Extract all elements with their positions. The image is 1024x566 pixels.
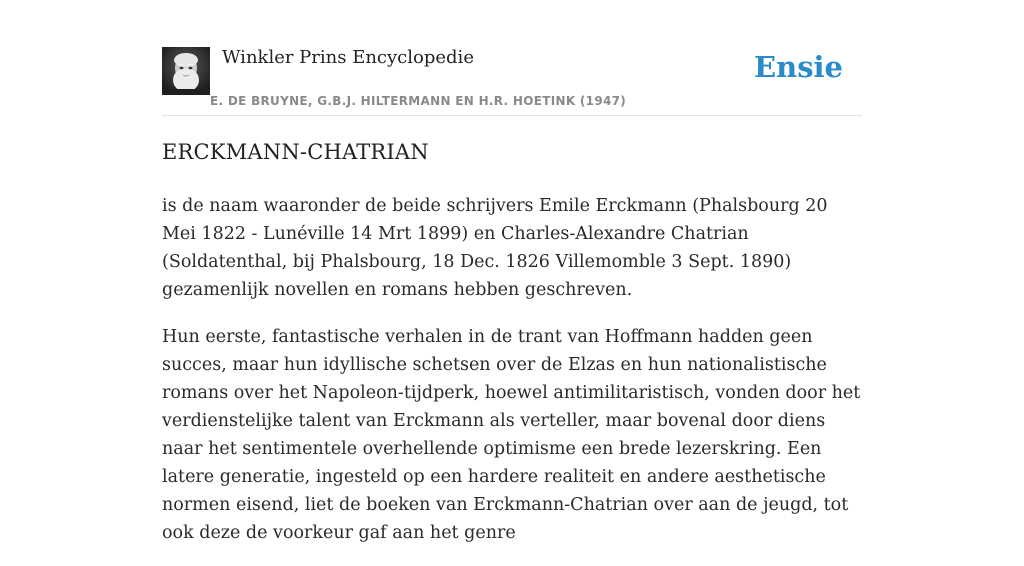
paragraph: Hun eerste, fantastische verhalen in de trant van Hoffmann hadden geen succes, maar hun idyllische schetsen over de Elzas en hun nationalistische romans over het Napoleon-tijdperk, hoewel antimilitaristisch, vonden door het verdienstelijke talent van Erckmann als verteller, maar bovenal door diens naar het sentimentele overhellende optimisme een brede lezerskring. Een latere generatie, ingesteld op een hardere realiteit en andere aesthetische normen eisend, liet de boeken van Erckmann-Chatrian over aan de jeugd, tot ook deze de voorkeur gaf aan het genre <box>162 327 861 543</box>
paragraph: is de naam waaronder de beide schrijvers Emile Erckmann (Phalsbourg 20 Mei 1822 - Lunéville 14 Mrt 1899) en Charles-Alexandre Chatrian (Soldatenthal, bij Phalsbourg, 18 Dec. 1826 Villemomble 3 Sept. 1890) gezamenlijk novellen en romans hebben geschreven. <box>162 196 828 300</box>
entry-content <box>162 192 862 566</box>
site-header <box>162 44 862 116</box>
entry-title: ERCKMANN-CHATRIAN <box>162 140 429 164</box>
site-title[interactable]: Winkler Prins Encyclopedie <box>222 47 474 68</box>
authors-line: E. DE BRUYNE, G.B.J. HILTERMANN EN H.R. HOETINK (1947) <box>210 94 627 108</box>
avatar[interactable] <box>162 47 210 95</box>
brand-logo[interactable]: Ensie <box>754 50 843 84</box>
bearded-man-portrait-icon <box>162 47 210 95</box>
